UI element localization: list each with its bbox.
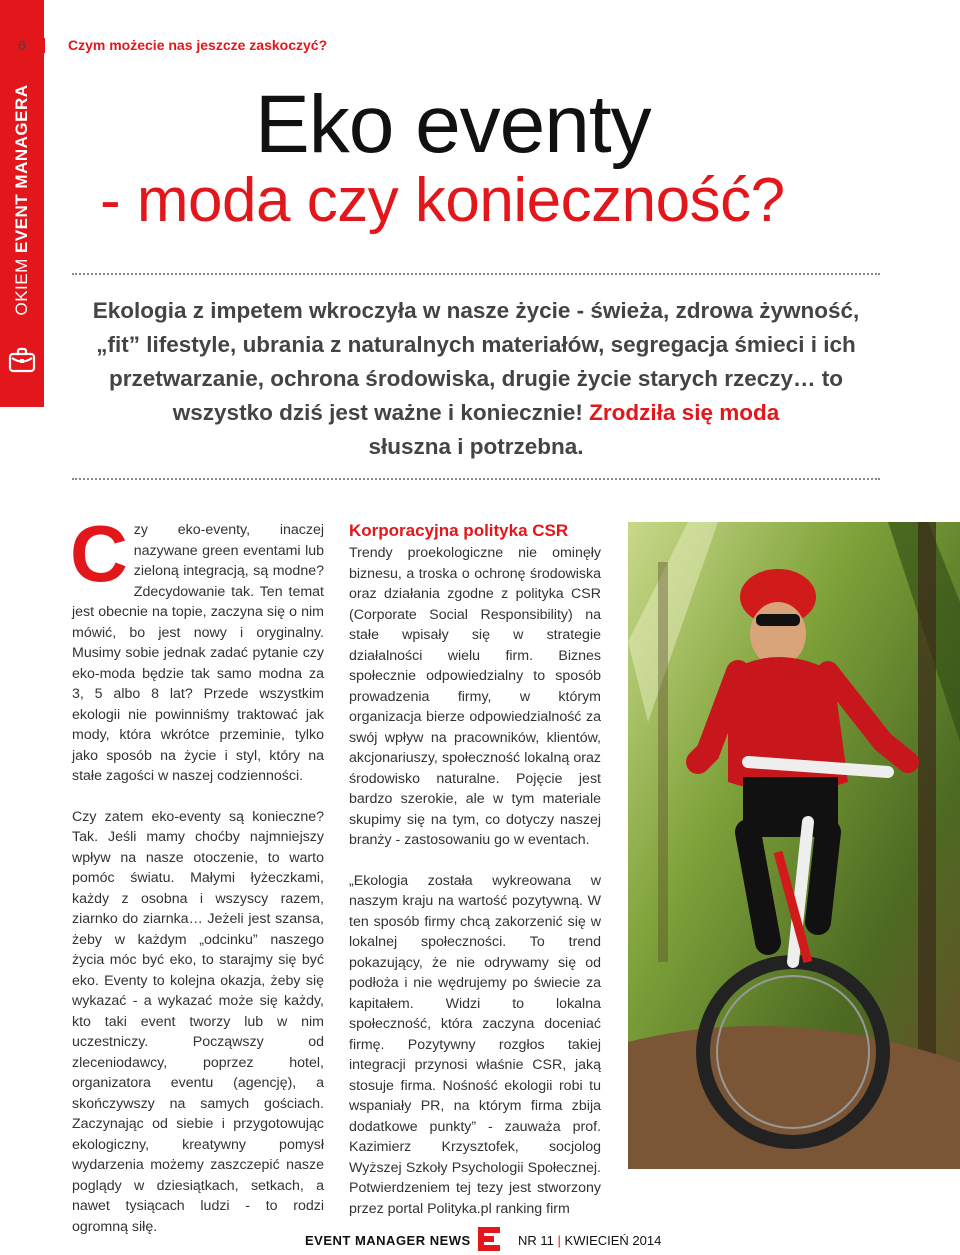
section-label-thin: OKIEM (12, 258, 31, 316)
footer-publication: EVENT MANAGER NEWS (305, 1233, 471, 1248)
footer-issue (518, 1233, 661, 1248)
cyclist-photo (628, 522, 960, 1169)
page-number: 6 (18, 37, 26, 53)
lead-highlight: Zrodziła się moda (589, 400, 780, 425)
drop-cap: C (70, 509, 128, 598)
article-title: Eko eventy (255, 79, 651, 170)
footer-separator: | (557, 1233, 561, 1248)
body-column-1 (70, 509, 324, 1237)
body-paragraph: „Ekologia została wykreowana w naszym kraju na wartość pozytywną. W ten sposób firmy chcą zakorzenić się w lokalnej społeczności. To trend pokazujący, że nie odrywamy się od podłoża i nie wędrujemy po świecie za kapitałem. Widzi to lokalna społeczność, która zaczyna doceniać firmę. Pozytywny rozgłos takiej integracji przynosi właśnie CSR, jaką stosuje firma. Nośność ekologii robi tu wspaniały PR, na którym firma zbija dodatkowe punkty” - zauważa prof. Kazimierz Krzysztofek, socjolog Wyższej Szkoły Psychologii Społecznej. Potwierdzeniem tej tezy jest stworzony przez portal Polityka.pl ranking firm (349, 872, 601, 1217)
body-paragraph: Czy zatem eko-eventy są konieczne? Tak. Jeśli mamy choćby najmniejszy wpływ na nasze otoczenie, to warto pomóc światu. Małymi łyżeczkami, każdy z osobna i wszyscy razem, ziarnko do ziarnka… Jeżeli jest szansa, żeby w każdym „odcinku” naszego życia móc być eko, to starajmy się być eko. Eventy to kolejna okazja, żeby się wykazać - a wykazać może się każdy, kto taki event tworzy lub w nim uczestniczy. Począwszy od zleceniodawcy, poprzez hotel, organizatora eventu (agencję), a skończywszy na samych gościach. Zaczynając od siebie i przygotowując ekologiczny, kreatywny pomysł wydarzenia możemy zaszczepić nasze poglądy w dziesiątkach, setkach, a nawet tysiącach ludzi - to rodzi ogromną siłę. (72, 808, 324, 1235)
dotted-divider-top (72, 273, 880, 275)
body-paragraph (70, 509, 324, 787)
section-label (12, 84, 32, 315)
event-manager-logo-icon (476, 1226, 502, 1252)
lead-end: słuszna i potrzebna. (368, 434, 584, 459)
header-divider (44, 38, 45, 53)
paragraph-text: zy eko-eventy, inaczej nazywane green eventami lub zieloną integracją, są modne? Zdecydowanie tak. Ten temat jest obecnie na topie, zaczyna się o nim mówić, bo jest nowy i oryginalny. Musimy sobie jednak zadać pytanie czy eko-moda będzie tak samo modna za 3, 5 albo 8 lat? Przede wszystkim ekologii nie powinniśmy traktować jak mody, która wkrótce przeminie, tylko jako sposób na życie i styl, który na stałe zagości w naszej codzienności. (72, 522, 324, 784)
lead-text: Ekologia z impetem wkroczyła w nasze życie - świeża, zdrowa żywność, „fit” lifestyle, ubrania z naturalnych materiałów, segregacja śmieci i ich przetwarzanie, ochrona środowiska, drugie życie starych rzeczy… to wszystko dziś jest ważne i koniecznie! (92, 298, 860, 425)
side-strip (0, 0, 44, 407)
article-subtitle: - moda czy konieczność? (100, 166, 785, 235)
section-label-bold: EVENT MANAGERA (12, 84, 31, 253)
lead-paragraph (70, 294, 882, 464)
body-column-2 (349, 520, 601, 1219)
issue-number: NR 11 (518, 1233, 554, 1248)
briefcase-icon (8, 346, 36, 374)
section-heading: Korporacyjna polityka CSR (349, 521, 569, 540)
issue-date: KWIECIEŃ 2014 (564, 1233, 662, 1248)
body-paragraph: Trendy proekologiczne nie ominęły biznesu, a troska o ochronę środowiska oraz działania zgodne z polityka CSR (Corporate Social Responsibility) na stałe wpisały się w strategie działalności wielu firm. Biznes społecznie odpowiedzialny to sposób prowadzenia firmy, w którym organizacja bierze odpowiedzialność za swój wpływ na pracowników, klientów, akcjonariuszy, społeczność lokalną oraz środowisko naturalne. Pojęcie jest bardzo szerokie, ale w tym materiale skupimy się na tym, co dotyczy naszej branży - zastosowaniu go w eventach. (349, 545, 601, 848)
running-head: Czym możecie nas jeszcze zaskoczyć? (68, 37, 328, 53)
dotted-divider-bottom (72, 478, 880, 480)
